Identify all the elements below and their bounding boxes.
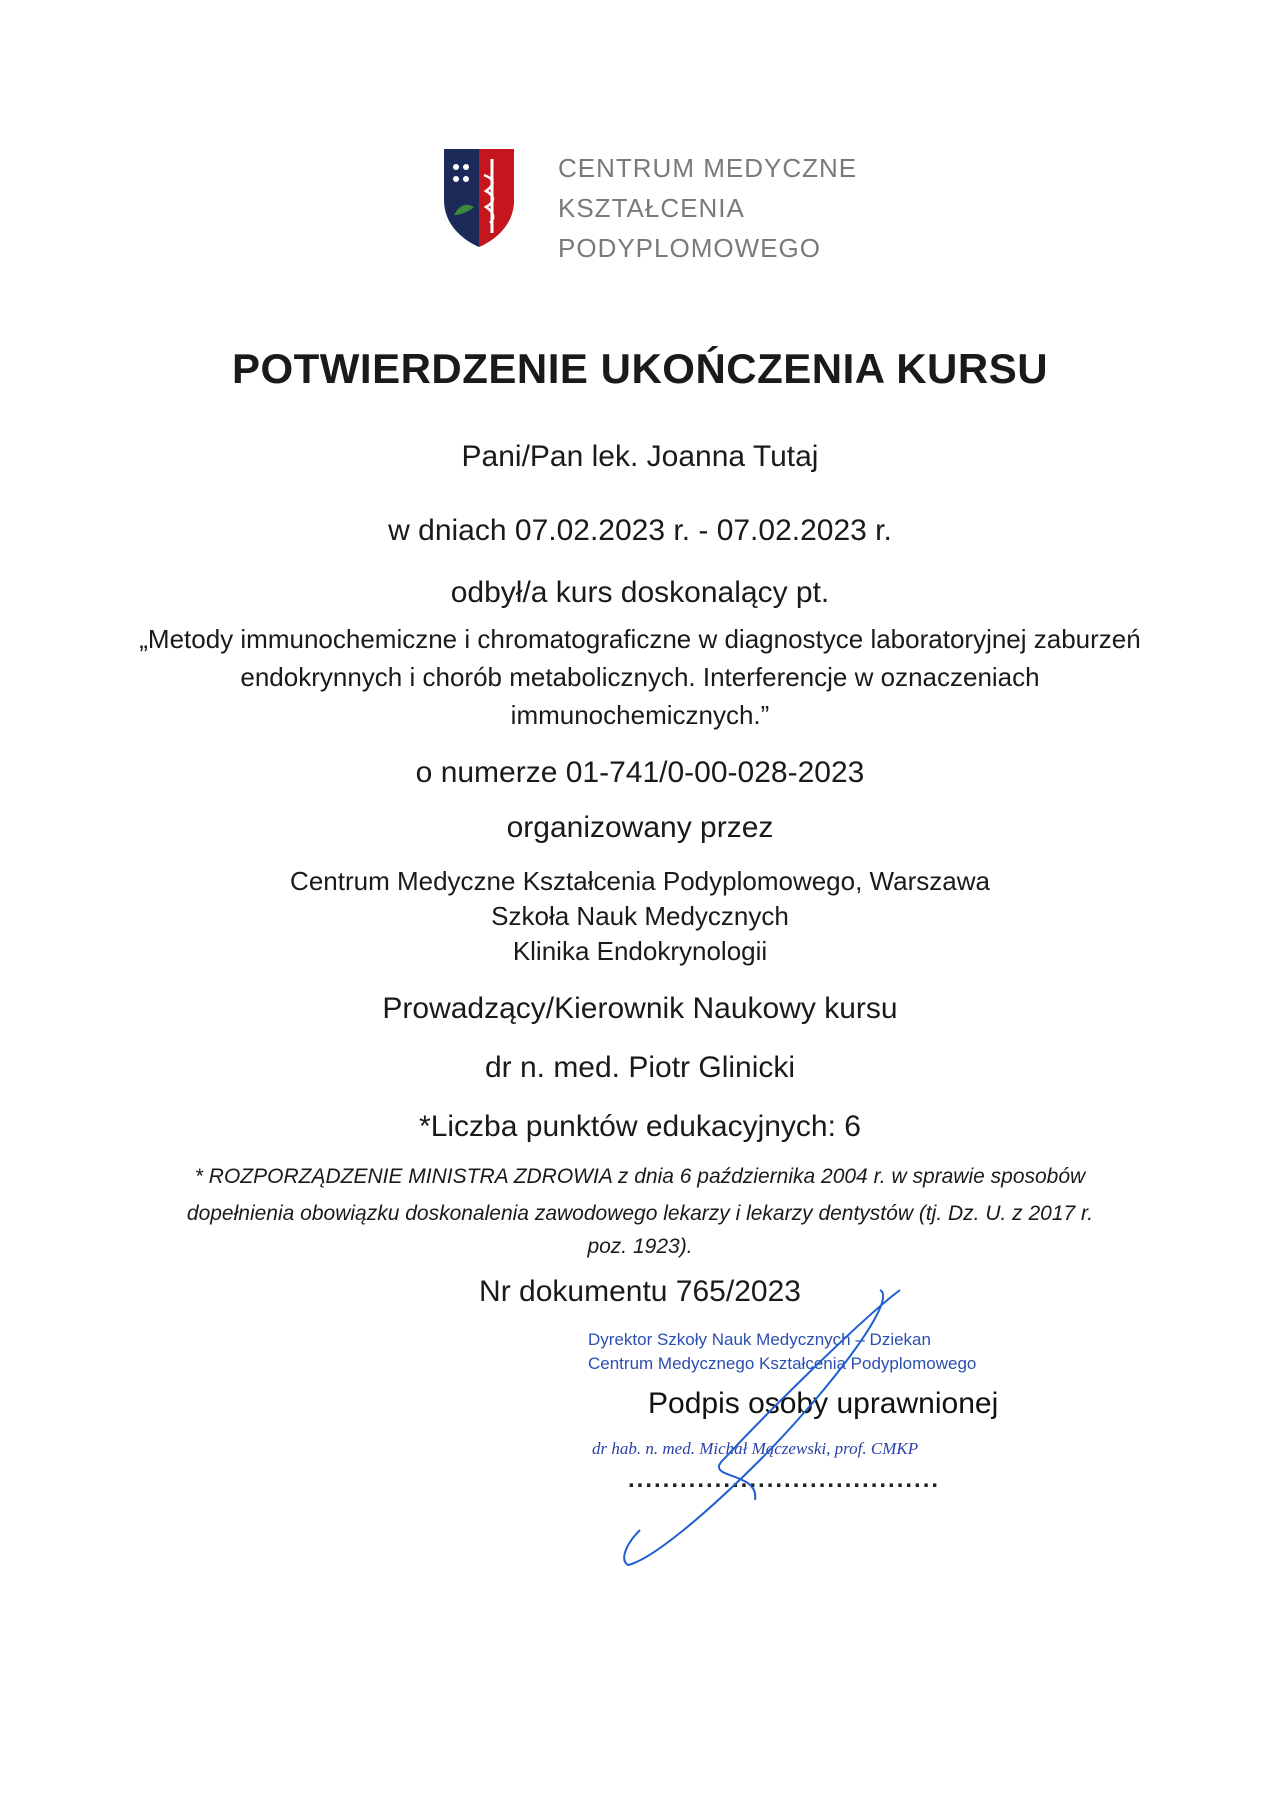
organization-name: [558, 148, 857, 268]
organizer-line: Klinika Endokrynologii: [512, 936, 768, 966]
signatory-name: dr hab. n. med. Michał Mączewski, prof. CMKP: [592, 1439, 919, 1458]
lead-name: dr n. med. Piotr Glinicki: [484, 1051, 796, 1084]
stamp-line: Centrum Medycznego Kształcenia Podyplomowego: [588, 1354, 977, 1373]
org-line: KSZTAŁCENIA: [558, 193, 745, 223]
signature-label: Podpis osoby uprawnionej: [648, 1387, 999, 1420]
footnote-line: poz. 1923).: [587, 1235, 693, 1258]
director-stamp: [588, 1328, 976, 1376]
course-number: o numerze 01-741/0-00-028-2023: [415, 756, 865, 789]
education-points: *Liczba punktów edukacyjnych: 6: [419, 1110, 861, 1143]
course-title-line: endokrynnych i chorób metabolicznych. Interferencje w oznaczeniach: [240, 662, 1040, 692]
document-number: Nr dokumentu 765/2023: [479, 1275, 801, 1308]
footnote-line: * ROZPORZĄDZENIE MINISTRA ZDROWIA z dnia 6 października 2004 r. w sprawie sposobów: [194, 1165, 1086, 1188]
course-title-line: immunochemicznych.”: [510, 700, 770, 730]
course-dates: w dniach 07.02.2023 r. - 07.02.2023 r.: [388, 514, 892, 547]
organized-by-label: organizowany przez: [506, 811, 774, 844]
org-line: PODYPLOMOWEGO: [558, 233, 821, 263]
completed-text: odbył/a kurs doskonalący pt.: [450, 576, 830, 609]
footnote-line: dopełnienia obowiązku doskonalenia zawodowego lekarzy i lekarzy dentystów (tj. Dz. U. z 2017 r.: [186, 1202, 1094, 1225]
org-line: CENTRUM MEDYCZNE: [558, 153, 858, 183]
course-title-line: „Metody immunochemiczne i chromatograficzne w diagnostyce laboratoryjnej zaburzeń: [139, 624, 1141, 654]
cmkp-logo-shield: [440, 145, 518, 250]
recipient: Pani/Pan lek. Joanna Tutaj: [461, 440, 819, 473]
stamp-line: Dyrektor Szkoły Nauk Medycznych – Dziekan: [588, 1330, 931, 1349]
organizer-line: Szkoła Nauk Medycznych: [491, 901, 789, 931]
organizer-line: Centrum Medyczne Kształcenia Podyplomowego, Warszawa: [290, 866, 990, 896]
document-title: POTWIERDZENIE UKOŃCZENIA KURSU: [231, 345, 1049, 392]
signature-line: ....................................: [628, 1466, 941, 1493]
lead-label: Prowadzący/Kierownik Naukowy kursu: [382, 992, 898, 1025]
